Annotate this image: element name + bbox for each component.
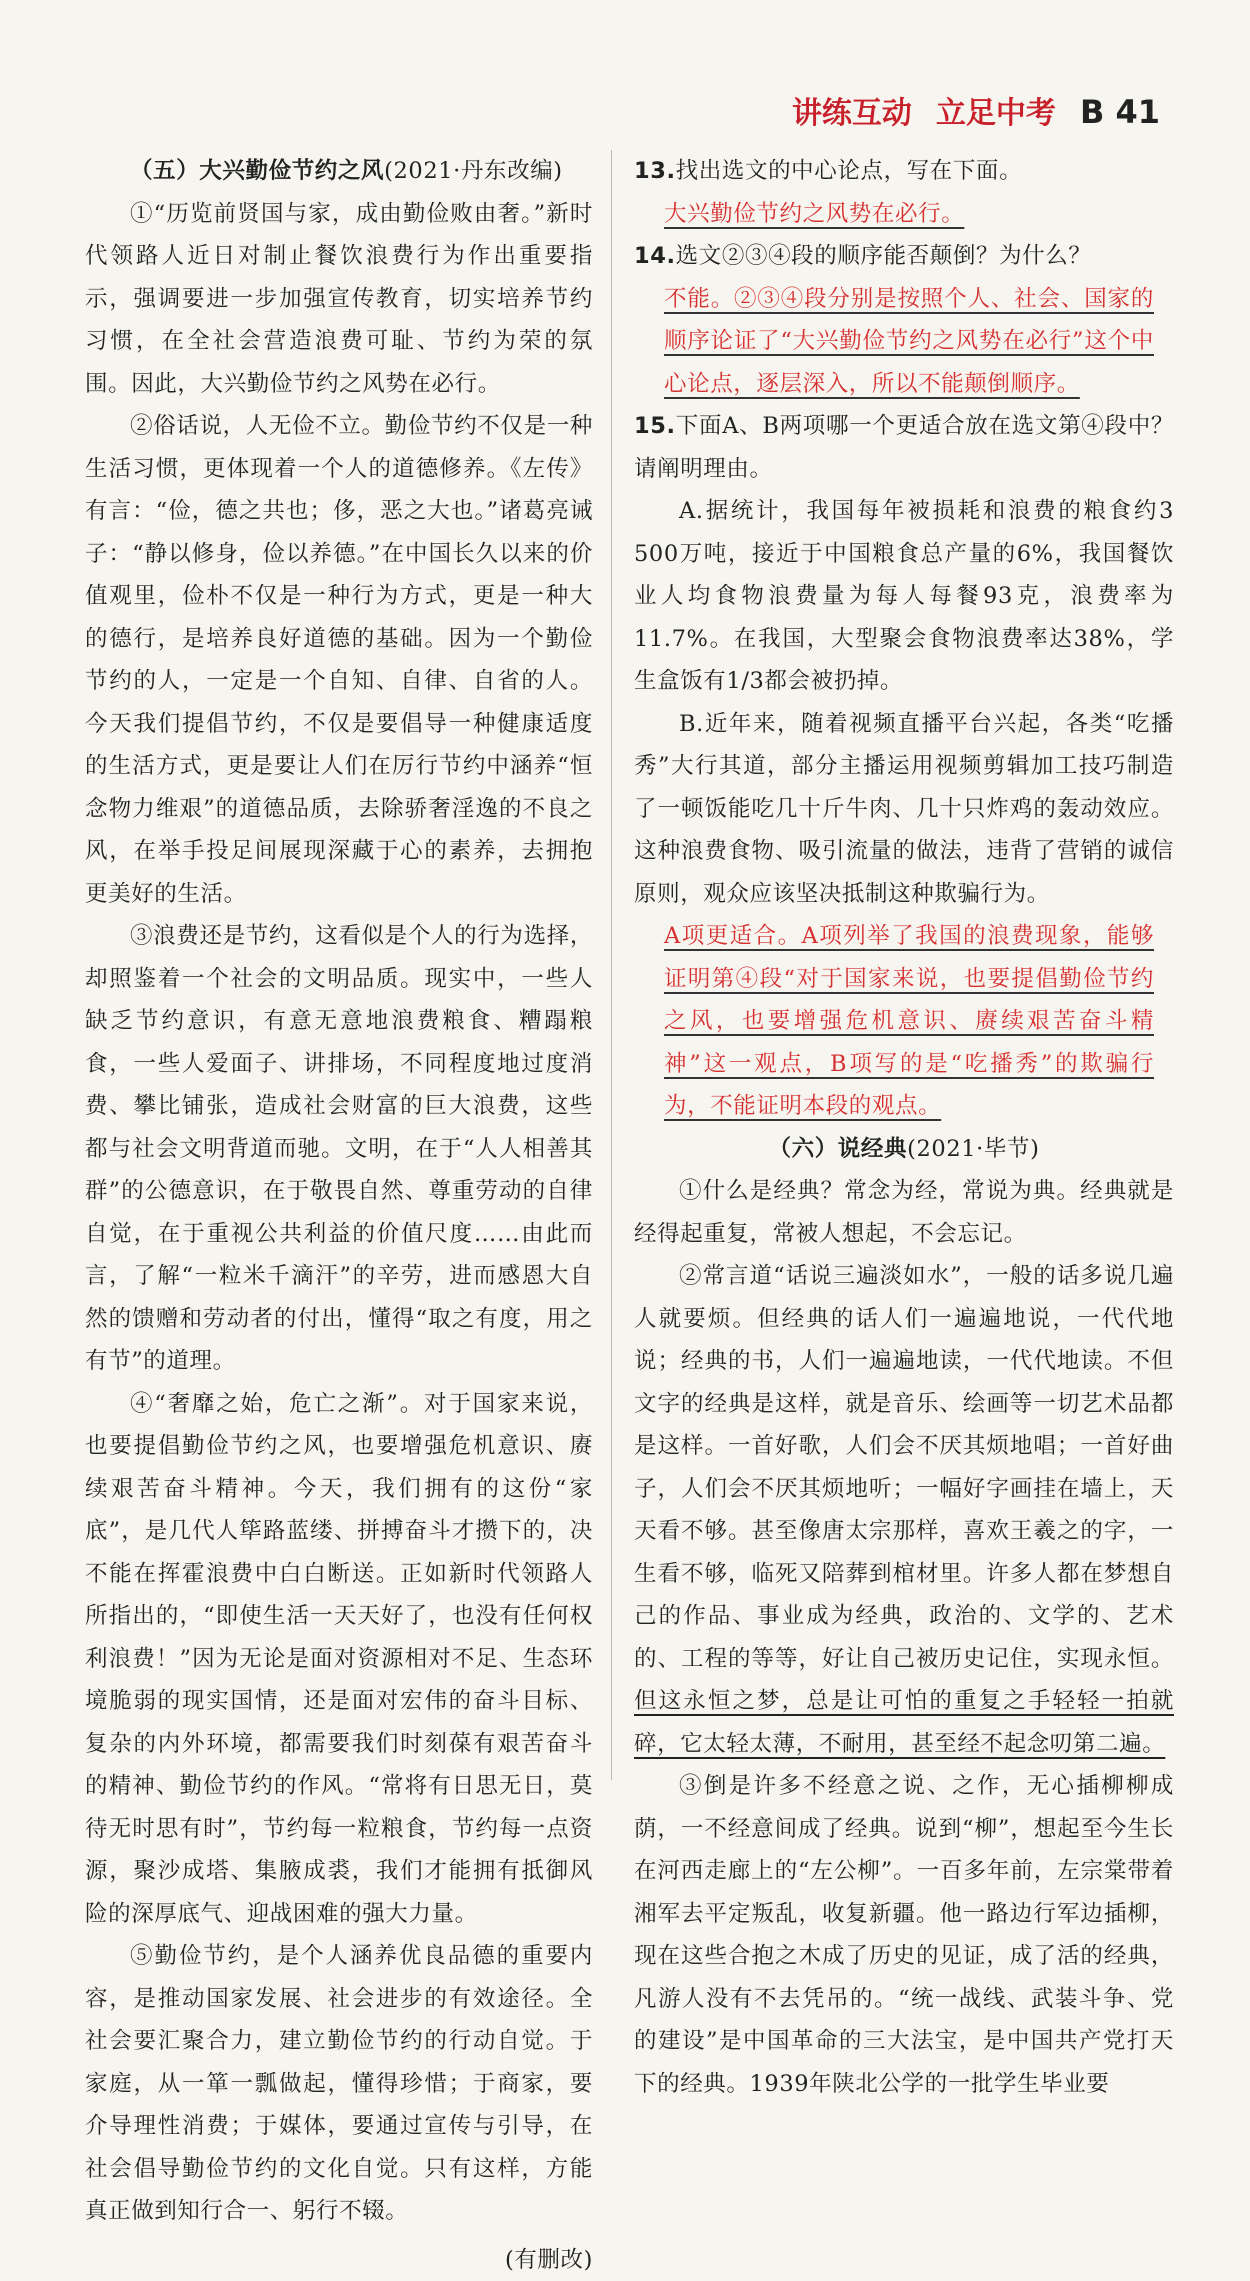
option-a: A.据统计，我国每年被损耗和浪费的粮食约3 500万吨，接近于中国粮食总产量的6%，我国餐饮业人均食物浪费量为每人每餐93克，浪费率为11.7%。在我国，大型聚会食物浪费率达38%，学生盒饭有1/3都会被扔掉。 [634,490,1174,703]
section-5-title-text: （五）大兴勤俭节约之风 [130,158,384,184]
question-13 [634,150,1174,193]
section-6-paragraph-1: ①什么是经典？常念为经，常说为典。经典就是经得起重复，常被人想起，不会忘记。 [634,1170,1174,1255]
question-15-number: 15. [634,413,676,439]
question-15 [634,405,1174,490]
question-13-number: 13. [634,158,676,184]
answer-15: A项更适合。A项列举了我国的浪费现象，能够证明第④段“对于国家来说，也要提倡勤俭节约之风，也要增强危机意识、赓续艰苦奋斗精神”这一观点，B项写的是“吃播秀”的欺骗行为，不能证明本段的观点。 [634,915,1154,1128]
answer-14: 不能。②③④段分别是按照个人、社会、国家的顺序论证了“大兴勤俭节约之风势在必行”这个中心论点，逐层深入，所以不能颠倒顺序。 [634,278,1154,406]
section-6-underlined-sentence: 但这永恒之梦，总是让可怕的重复之手轻轻一拍就碎，它太轻太薄，不耐用，甚至经不起念叨第二遍。 [634,1688,1174,1757]
question-14-text: 选文②③④段的顺序能否颠倒？为什么？ [676,243,1092,269]
left-column [85,150,593,2281]
page-number: B 41 [1080,93,1160,131]
option-b: B.近年来，随着视频直播平台兴起，各类“吃播秀”大行其道，部分主播运用视频剪辑加工技巧制造了一顿饭能吃几十斤牛肉、几十只炸鸡的轰动效应。这种浪费食物、吸引流量的做法，违背了营销的诚信原则，观众应该坚决抵制这种欺骗行为。 [634,703,1174,916]
right-column [634,150,1174,2105]
passage-paragraph-5: ⑤勤俭节约，是个人涵养优良品德的重要内容，是推动国家发展、社会进步的有效途径。全社会要汇聚合力，建立勤俭节约的行动自觉。于家庭，从一箪一瓢做起，懂得珍惜；于商家，要介导理性消费；于媒体，要通过宣传与引导，在社会倡导勤俭节约的文化自觉。只有这样，方能真正做到知行合一、躬行不辍。 [85,1935,593,2233]
column-divider [611,150,612,1780]
header-slogan-1: 讲练互动 [792,88,912,132]
page-header [792,88,1160,132]
section-5-source: (2021·丹东改编) [384,158,563,184]
passage-paragraph-3: ③浪费还是节约，这看似是个人的行为选择，却照鉴着一个社会的文明品质。现实中，一些人缺乏节约意识，有意无意地浪费粮食、糟蹋粮食，一些人爱面子、讲排场，不同程度地过度消费、攀比铺张，造成社会财富的巨大浪费，这些都与社会文明背道而驰。文明，在于“人人相善其群”的公德意识，在于敬畏自然、尊重劳动的自律自觉，在于重视公共利益的价值尺度……由此而言，了解“一粒米千滴汗”的辛劳，进而感恩大自然的馈赠和劳动者的付出，懂得“取之有度，用之有节”的道理。 [85,915,593,1383]
passage-paragraph-2: ②俗话说，人无俭不立。勤俭节约不仅是一种生活习惯，更体现着一个人的道德修养。《左传》有言：“俭，德之共也；侈，恶之大也。”诸葛亮诫子：“静以修身，俭以养德。”在中国长久以来的价值观里，俭朴不仅是一种行为方式，更是一种大的德行，是培养良好道德的基础。因为一个勤俭节约的人，一定是一个自知、自律、自省的人。今天我们提倡节约，不仅是要倡导一种健康适度的生活方式，更是要让人们在厉行节约中涵养“恒念物力维艰”的道德品质，去除骄奢淫逸的不良之风，在举手投足间展现深藏于心的素养，去拥抱更美好的生活。 [85,405,593,915]
section-6-paragraph-2 [634,1255,1174,1765]
answer-13: 大兴勤俭节约之风势在必行。 [634,193,1154,236]
section-6-source: (2021·毕节) [907,1136,1039,1162]
section-6-paragraph-3: ③倒是许多不经意之说、之作，无心插柳柳成荫，一不经意间成了经典。说到“柳”，想起至今生长在河西走廊上的“左公柳”。一百多年前，左宗棠带着湘军去平定叛乱，收复新疆。他一路边行军边插柳，现在这些合抱之木成了历史的见证，成了活的经典，凡游人没有不去凭吊的。“统一战线、武装斗争、党的建设”是中国革命的三大法宝，是中国共产党打天下的经典。1939年陕北公学的一批学生毕业要 [634,1765,1174,2105]
section-6-title [634,1128,1174,1171]
question-13-text: 找出选文的中心论点，写在下面。 [676,158,1023,184]
header-slogan-2: 立足中考 [936,88,1056,132]
question-15-text: 下面A、B两项哪一个更适合放在选文第④段中？请阐明理由。 [634,413,1174,482]
edit-note: (有删改) [85,2239,593,2281]
question-14 [634,235,1174,278]
question-14-number: 14. [634,243,676,269]
passage-paragraph-4: ④“奢靡之始，危亡之渐”。对于国家来说，也要提倡勤俭节约之风，也要增强危机意识、赓续艰苦奋斗精神。今天，我们拥有的这份“家底”，是几代人筚路蓝缕、拼搏奋斗才攒下的，决不能在挥霍浪费中白白断送。正如新时代领路人所指出的，“即使生活一天天好了，也没有任何权利浪费！”因为无论是面对资源相对不足、生态环境脆弱的现实国情，还是面对宏伟的奋斗目标、复杂的内外环境，都需要我们时刻葆有艰苦奋斗的精神、勤俭节约的作风。“常将有日思无日，莫待无时思有时”，节约每一粒粮食，节约每一点资源，聚沙成塔、集腋成裘，我们才能拥有抵御风险的深厚底气、迎战困难的强大力量。 [85,1383,593,1936]
passage-paragraph-1: ①“历览前贤国与家，成由勤俭败由奢。”新时代领路人近日对制止餐饮浪费行为作出重要指示，强调要进一步加强宣传教育，切实培养节约习惯，在全社会营造浪费可耻、节约为荣的氛围。因此，大兴勤俭节约之风势在必行。 [85,193,593,406]
section-5-title [85,150,593,193]
section-6-paragraph-2-main: ②常言道“话说三遍淡如水”，一般的话多说几遍人就要烦。但经典的话人们一遍遍地说，一代代地说；经典的书，人们一遍遍地读，一代代地读。不但文字的经典是这样，就是音乐、绘画等一切艺术品都是这样。一首好歌，人们会不厌其烦地唱；一首好曲子，人们会不厌其烦地听；一幅好字画挂在墙上，天天看不够。甚至像唐太宗那样，喜欢王羲之的字，一生看不够，临死又陪葬到棺材里。许多人都在梦想自己的作品、事业成为经典，政治的、文学的、艺术的、工程的等等，好让自己被历史记住，实现永恒。 [634,1263,1174,1672]
section-6-title-text: （六）说经典 [769,1136,908,1162]
